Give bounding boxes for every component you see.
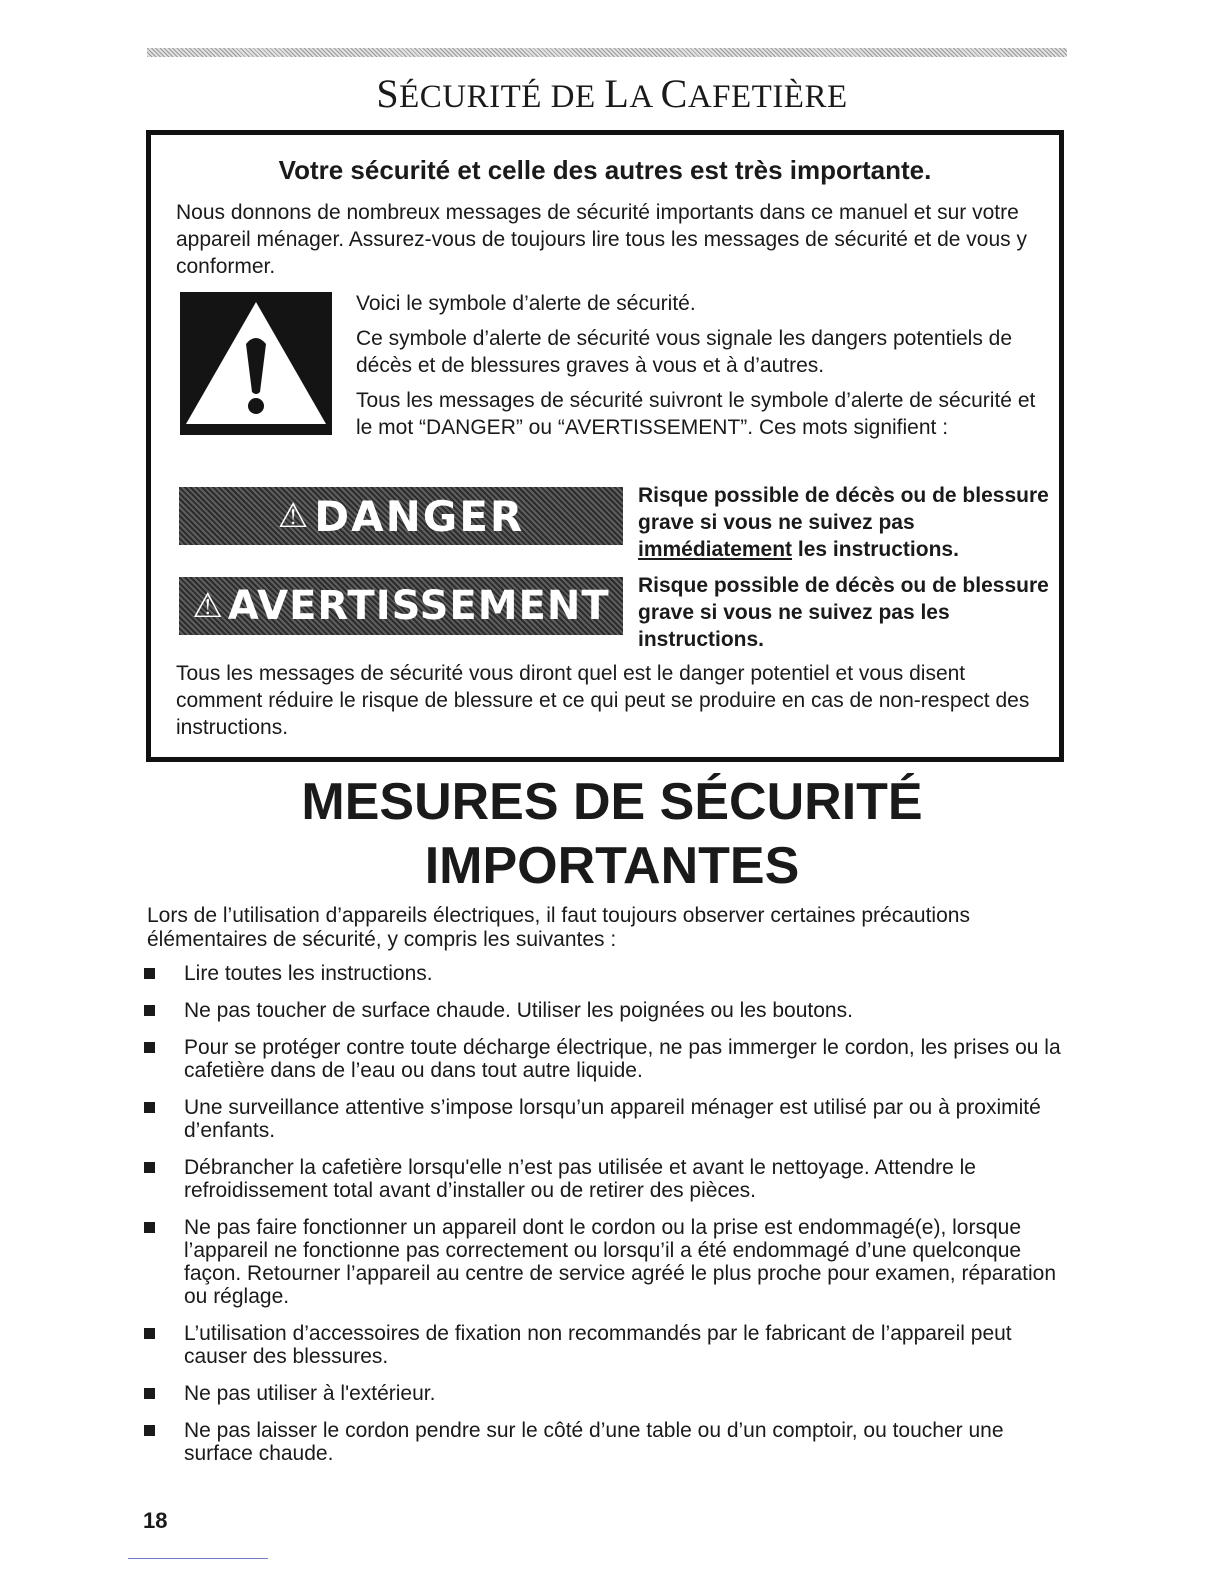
footer-rule: [128, 1558, 268, 1559]
header-rule: [147, 48, 1067, 57]
bullet-icon: [144, 1388, 155, 1399]
danger-meaning-text: Risque possible de décès ou de blessure grave si vous ne suivez pas: [638, 484, 1049, 534]
symbol-line: Voici le symbole d’alerte de sécurité.: [356, 292, 696, 315]
bullet-icon: [144, 1042, 155, 1053]
bullet-icon: [144, 1425, 155, 1436]
rule-text: Pour se protéger contre toute décharge électrique, ne pas immerger le cordon, les prises ou la cafetière dans de l’eau ou dans tout autre liquide.: [184, 1036, 1061, 1082]
section-title-line: MESURES DE SÉCURITÉ: [301, 773, 923, 831]
bullet-icon: [144, 1328, 155, 1339]
safety-intro: Nous donnons de nombreux messages de sécurité importants dans ce manuel et sur votre appareil ménager. Assurez-vous de toujours lire tous les messages de sécurité et de vous y conformer.: [176, 201, 1027, 278]
section-title-line: IMPORTANTES: [424, 837, 800, 895]
warning-banner: [179, 577, 623, 635]
safety-box: [146, 130, 1064, 762]
bullet-icon: [144, 1222, 155, 1233]
rule-text: Une surveillance attentive s’impose lorsqu’un appareil ménager est utilisé par ou à proximité d’enfants.: [184, 1096, 1041, 1142]
danger-meaning-emphasis: immédiatement: [638, 538, 793, 561]
bullet-icon: [144, 1102, 155, 1113]
warning-triangle-icon: ⚠: [192, 586, 224, 626]
symbol-line: Ce symbole d’alerte de sécurité vous signale les dangers potentiels de décès et de blessures graves à vous et à d’autres.: [356, 327, 1013, 377]
title-initial: C: [660, 71, 688, 116]
danger-meaning-text: les instructions.: [792, 538, 959, 561]
list-item: [140, 1382, 1070, 1405]
list-item: [140, 1036, 1070, 1082]
symbol-explanation: [356, 290, 1036, 449]
danger-label: DANGER: [314, 491, 525, 541]
page-number: 18: [143, 1508, 168, 1533]
list-item: [140, 999, 1070, 1022]
page-title: [0, 70, 1224, 117]
rule-text: Ne pas toucher de surface chaude. Utiliser les poignées ou les boutons.: [184, 999, 853, 1022]
danger-banner: [179, 487, 623, 545]
safety-box-heading: Votre sécurité et celle des autres est très importante.: [278, 155, 932, 185]
bullet-icon: [144, 968, 155, 979]
rule-text: L’utilisation d’accessoires de fixation non recommandés par le fabricant de l’appareil peut causer des blessures.: [184, 1322, 1012, 1368]
safety-outro: Tous les messages de sécurité vous diront quel est le danger potentiel et vous disent comment réduire le risque de blessure et ce qui peut se produire en cas de non-respect des instructions.: [176, 662, 1030, 739]
section-title: [0, 770, 1224, 898]
rule-text: Ne pas faire fonctionner un appareil dont le cordon ou la prise est endommagé(e), lorsque l’appareil ne fonctionne pas correctement ou lorsqu’il a été endommagé d’une quelconque façon. Retourner l’appareil au centre de service agréé le plus proche pour examen, réparation ou réglage.: [184, 1216, 1057, 1308]
warning-label: AVERTISSEMENT: [227, 583, 610, 629]
list-item: [140, 1096, 1070, 1142]
danger-meaning: [638, 482, 1058, 563]
title-part: AFETIÈRE: [687, 79, 848, 115]
list-item: [140, 1216, 1070, 1308]
safety-rules-list: [140, 962, 1070, 1479]
rule-text: Ne pas laisser le cordon pendre sur le côté d’une table ou d’un comptoir, ou toucher une surface chaude.: [184, 1419, 1004, 1465]
list-item: [140, 1322, 1070, 1368]
list-item: [140, 1156, 1070, 1202]
rule-text: Lire toutes les instructions.: [184, 962, 433, 985]
safety-alert-icon: [180, 292, 332, 435]
bullet-icon: [144, 1005, 155, 1016]
title-part: ÉCURITÉ DE: [399, 79, 605, 115]
title-initial: L: [604, 71, 630, 116]
warning-meaning: Risque possible de décès ou de blessure grave si vous ne suivez pas les instructions.: [638, 574, 1049, 651]
bullet-icon: [144, 1162, 155, 1173]
list-item: [140, 1419, 1070, 1465]
warning-triangle-icon: ⚠: [277, 496, 311, 536]
rule-text: Débrancher la cafetière lorsqu'elle n’est pas utilisée et avant le nettoyage. Attendre le refroidissement total avant d’installer ou de retirer des pièces.: [184, 1156, 976, 1202]
rule-text: Ne pas utiliser à l'extérieur.: [184, 1382, 436, 1405]
title-part: A: [629, 79, 661, 115]
title-initial: S: [376, 71, 400, 116]
symbol-line: Tous les messages de sécurité suivront le symbole d’alerte de sécurité et le mot “DANGER” ou “AVERTISSEMENT”. Ces mots signifient :: [356, 389, 1036, 439]
list-item: [140, 962, 1070, 985]
section-lead: Lors de l’utilisation d’appareils électriques, il faut toujours observer certaines précautions élémentaires de sécurité, y compris les suivantes :: [147, 904, 970, 951]
